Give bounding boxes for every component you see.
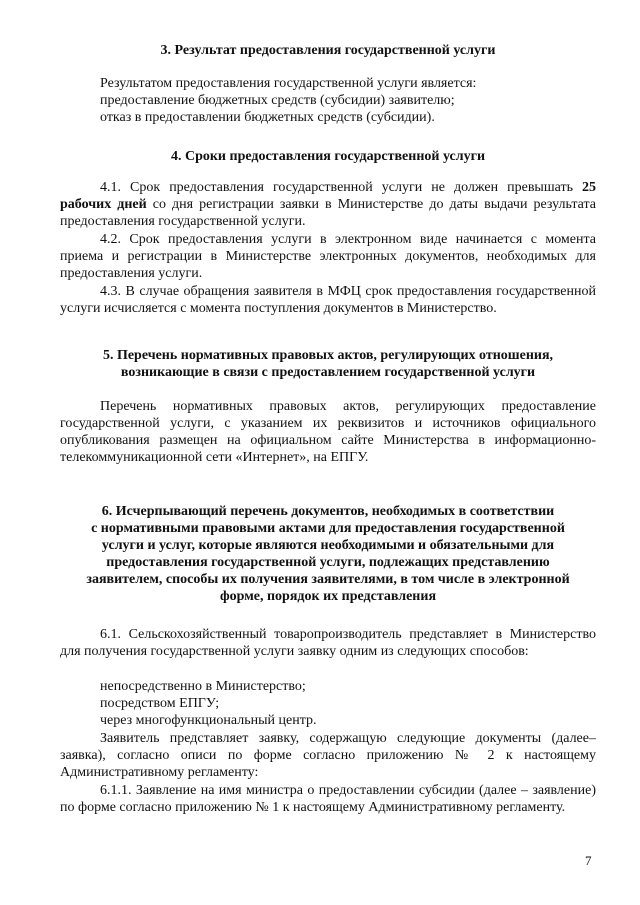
section-5-paragraph-1: Перечень нормативных правовых актов, регулирующих предоставление государственной услуги, с указанием их реквизитов и источников официального опубликования размещен на официальном сайте Министерства в информационно-телекоммуникационной сети «Интернет», на ЕПГУ. [60, 399, 596, 465]
section-6-heading-line-6: форме, порядок их представления [219, 589, 437, 604]
section-6-list-item-2: посредством ЕПГУ; [100, 696, 220, 711]
section-6-heading [60, 503, 596, 605]
section-5-heading-line-1: 5. Перечень нормативных правовых актов, регулирующих отношения, [102, 348, 554, 363]
page-number: 7 [585, 853, 592, 868]
section-4-paragraph-3: 4.3. В случае обращения заявителя в МФЦ срок предоставления государственной услуги исчисляется с момента поступления документов в Министерство. [60, 284, 596, 316]
section-6-paragraph-2: Заявитель представляет заявку, содержащую следующие документы (далее– заявка), согласно описи по форме согласно приложению № 2 к настоящему Административному регламенту: [60, 731, 596, 780]
section-4-heading: 4. Сроки предоставления государственной услуги [170, 149, 486, 164]
section-6-heading-line-3: услуги и услуг, которые являются необходимыми и обязательными для [101, 538, 555, 553]
section-6-heading-line-5: заявителем, способы их получения заявителями, в том числе в электронной [86, 572, 570, 587]
section-3-heading: 3. Результат предоставления государственной услуги [160, 43, 496, 58]
section-3-line-2: предоставление бюджетных средств (субсидии) заявителю; [100, 93, 455, 108]
section-4-paragraph-1 [60, 179, 596, 230]
section-3-body [100, 75, 600, 126]
section-5-heading [60, 347, 596, 381]
section-4-paragraph-2: 4.2. Срок предоставления услуги в электронном виде начинается с момента приема и регистрации в Министерстве электронных документов, необходимых для предоставления услуги. [60, 232, 596, 281]
section-5-heading-line-2: возникающие в связи с предоставлением государственной услуги [120, 365, 536, 380]
section-6-list-item-3: через многофункциональный центр. [100, 713, 317, 728]
section-6-list-item-1: непосредственно в Министерство; [100, 679, 306, 694]
section-6-heading-line-1: 6. Исчерпывающий перечень документов, необходимых в соответствии [101, 504, 555, 519]
section-6-paragraph-1: 6.1. Сельскохозяйственный товаропроизводитель представляет в Министерство для получения государственной услуги заявку одним из следующих способов: [60, 627, 596, 659]
section-6-heading-line-4: предоставления государственной услуги, подлежащих представлению [106, 555, 550, 570]
section-6-paragraph-3: 6.1.1. Заявление на имя министра о предоставлении субсидии (далее – заявление) по форме согласно приложению № 1 к настоящему Административному регламенту. [60, 783, 596, 815]
section-6-list [100, 678, 600, 729]
section-4-p1-bold: 25 рабочих дней [60, 180, 596, 212]
section-6-heading-line-2: с нормативными правовыми актами для предоставления государственной [91, 521, 565, 536]
section-4-p1-before: 4.1. Срок предоставления государственной услуги не должен превышать [100, 180, 582, 195]
section-3-line-3: отказ в предоставлении бюджетных средств (субсидии). [100, 110, 435, 125]
section-4-p1-after: со дня регистрации заявки в Министерстве до даты выдачи результата предоставления государственной услуги. [60, 197, 596, 229]
section-3-line-1: Результатом предоставления государственной услуги является: [100, 76, 477, 91]
